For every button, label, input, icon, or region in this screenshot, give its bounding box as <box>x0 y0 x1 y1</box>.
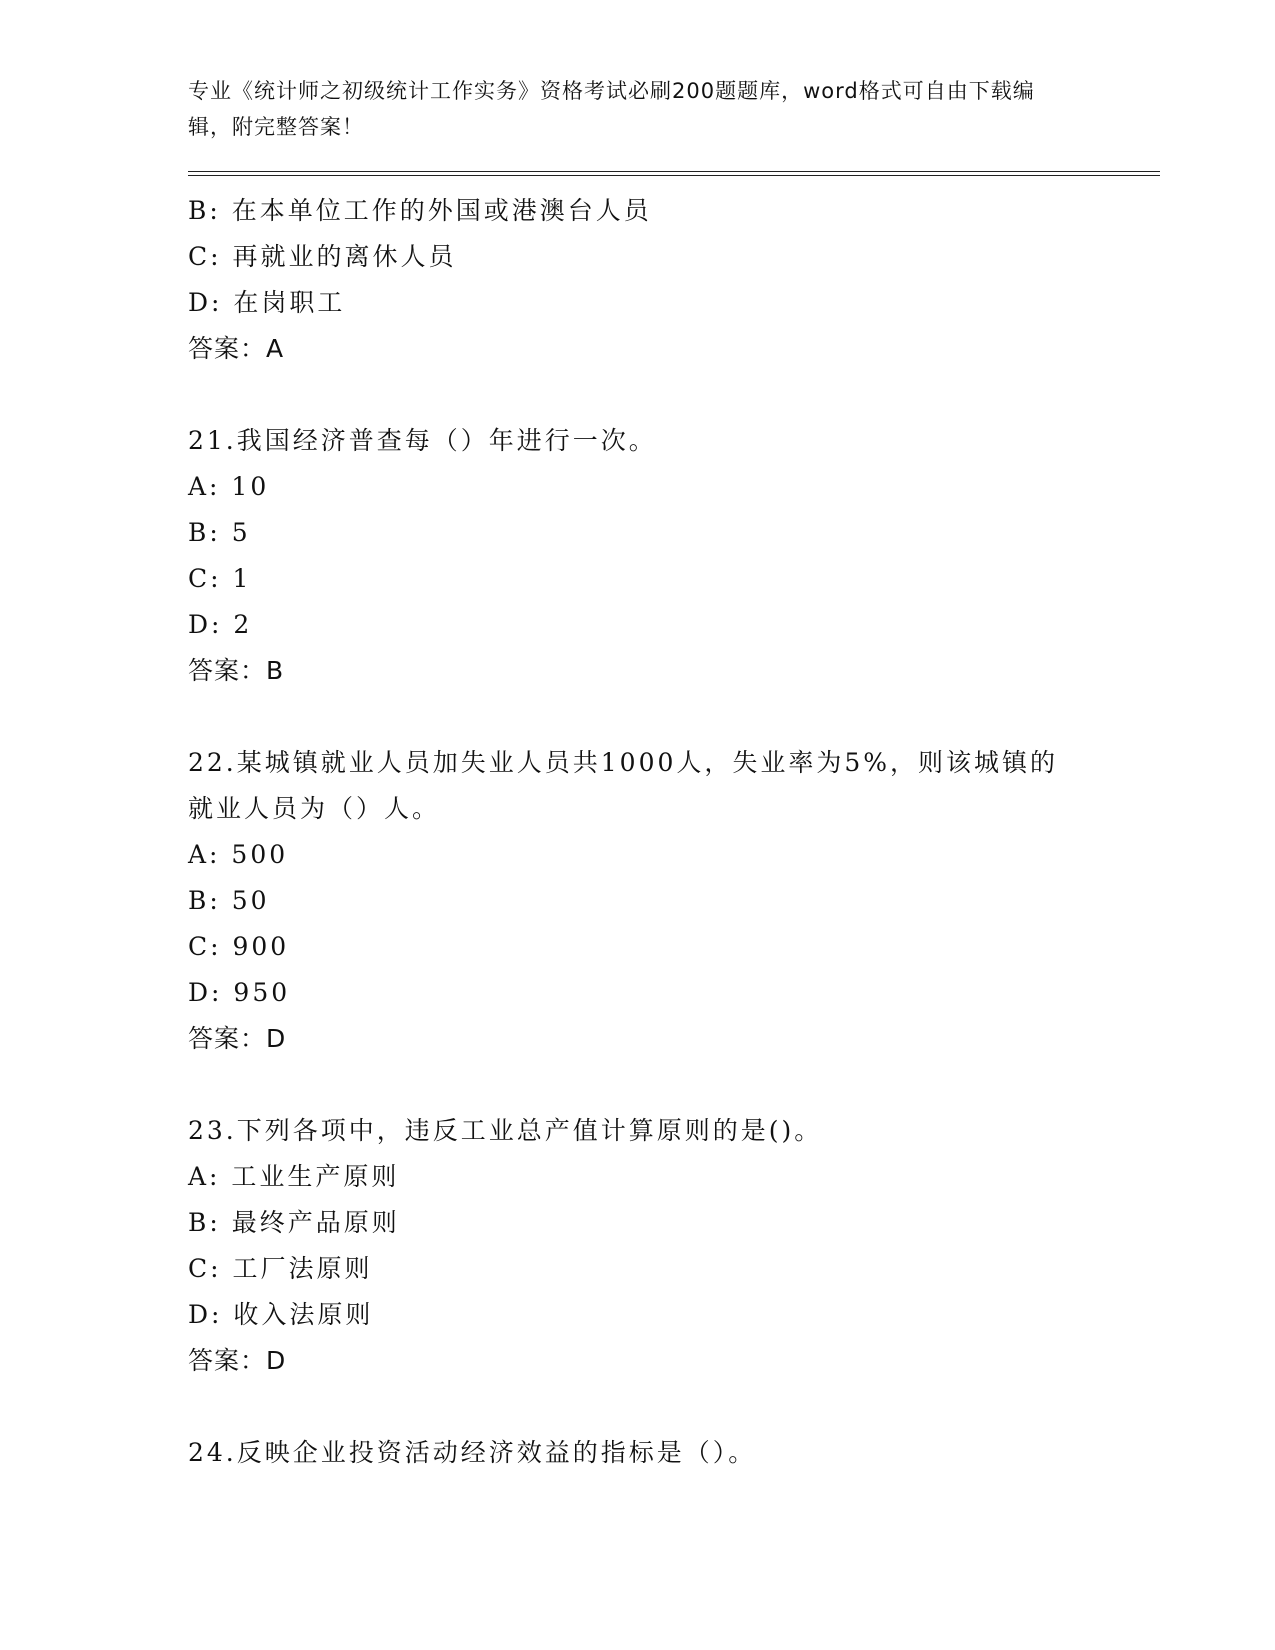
option-d: D: 在岗职工 <box>188 288 346 317</box>
option-a: A: 500 <box>188 840 289 869</box>
question-text: 24.反映企业投资活动经济效益的指标是（）。 <box>188 1438 757 1467</box>
answer-line: 答案：D <box>188 1346 287 1375</box>
spacer <box>188 1384 1088 1430</box>
header-divider-bottom <box>188 175 1160 176</box>
question-list <box>188 188 1088 1476</box>
option-b: B: 在本单位工作的外国或港澳台人员 <box>188 196 652 225</box>
option-d: D: 2 <box>188 610 253 639</box>
question-text: 23.下列各项中，违反工业总产值计算原则的是()。 <box>188 1116 823 1145</box>
option-c: C: 1 <box>188 564 252 593</box>
option-c: C: 工厂法原则 <box>188 1254 373 1283</box>
option-b: B: 最终产品原则 <box>188 1208 400 1237</box>
header-divider-top <box>188 171 1160 172</box>
question-text: 21.我国经济普查每（）年进行一次。 <box>188 426 657 455</box>
spacer <box>188 1062 1088 1108</box>
spacer <box>188 372 1088 418</box>
option-a: A: 10 <box>188 472 270 501</box>
answer-line: 答案：D <box>188 1024 287 1053</box>
option-c: C: 900 <box>188 932 290 961</box>
spacer <box>188 694 1088 740</box>
answer-line: 答案：A <box>188 334 285 363</box>
option-a: A: 工业生产原则 <box>188 1162 400 1191</box>
option-d: D: 950 <box>188 978 291 1007</box>
question-text: 22.某城镇就业人员加失业人员共1000人，失业率为5%，则该城镇的 <box>188 748 1059 777</box>
option-b: B: 50 <box>188 886 270 915</box>
answer-line: 答案：B <box>188 656 285 685</box>
option-c: C: 再就业的离休人员 <box>188 242 457 271</box>
option-d: D: 收入法原则 <box>188 1300 374 1329</box>
document-header: 专业《统计师之初级统计工作实务》资格考试必刷200题题库，word格式可自由下载编辑，附完整答案！ <box>188 79 1035 139</box>
option-b: B: 5 <box>188 518 251 547</box>
question-text-continued: 就业人员为（）人。 <box>188 794 441 823</box>
